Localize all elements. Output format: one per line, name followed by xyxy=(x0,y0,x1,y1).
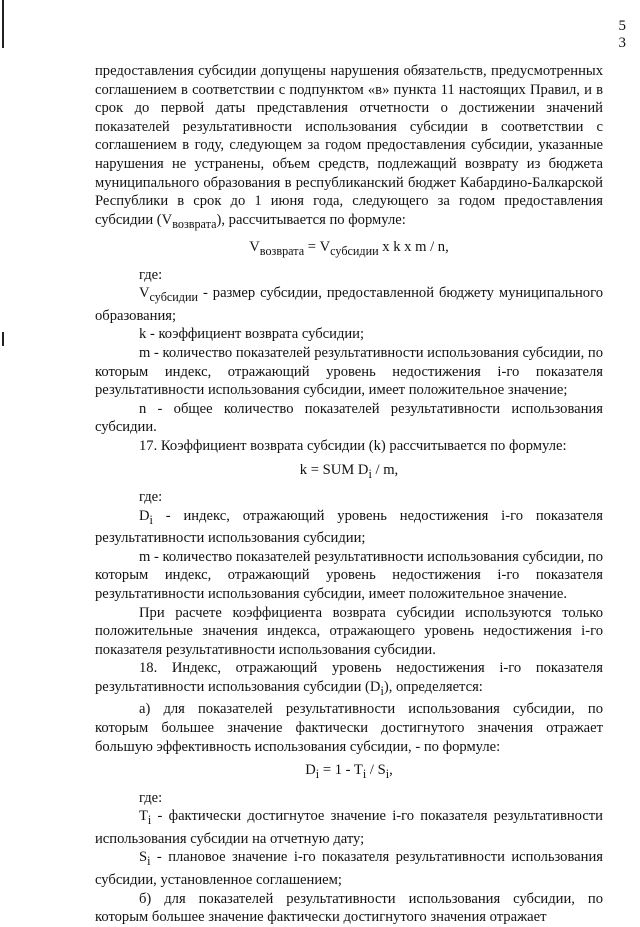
page-number-value: 5 xyxy=(618,18,626,34)
formula: $D_i = 1 - T_i / S_i$, xyxy=(305,762,393,782)
scan-edge-mark xyxy=(2,332,4,346)
page-number xyxy=(619,18,627,52)
paragraph: где: xyxy=(139,266,163,283)
paragraph: б) для показателей результативности использования субсидии, по которым большее значение фактически достигнутого значения отражает xyxy=(95,890,603,926)
formula: k = SUM $D_i$ / m, xyxy=(299,461,399,481)
paragraph: а) для показателей результативности использования субсидии, по которым большее значение фактически достигнутого значения отражает большую эффективность использования субсидии, - по формуле: xyxy=(95,701,603,755)
paragraph: k - коэффициент возврата субсидии; xyxy=(139,326,365,343)
paragraph: При расчете коэффициента возврата субсидии используются только положительные значения индекса, отражающего уровень недостижения i-го показателя результативности использования субсидии. xyxy=(95,604,603,658)
paragraph: m - количество показателей результативности использования субсидии, по которым индекс, отражающий уровень недостижения i-го показателя результативности использования субсидии, имеет положительное значение; xyxy=(95,345,604,399)
paragraph: где: xyxy=(139,489,163,506)
formula: $V_{возврата} = V_{субсидии}$ x k x m / n, xyxy=(249,239,449,259)
paragraph: m - количество показателей результативности использования субсидии, по которым индекс, отражающий уровень недостижения i-го показателя результативности использования субсидии, имеет положительное значение. xyxy=(95,548,604,602)
paragraph: где: xyxy=(139,789,163,806)
paragraph: 17. Коэффициент возврата субсидии (k) рассчитывается по формуле: xyxy=(139,438,567,454)
paragraph: $T_i$ - фактически достигнутое значение i-го показателя результативности использования субсидии на отчетную дату; xyxy=(95,808,603,847)
paragraph: $S_i$ - плановое значение i-го показателя результативности использования субсидии, установленное соглашением; xyxy=(95,849,603,888)
paragraph: $V_{субсидии}$ - размер субсидии, предоставленной бюджету муниципального образования; xyxy=(95,285,603,324)
paragraph: $D_i$ - индекс, отражающий уровень недостижения i-го показателя результативности использования субсидии; xyxy=(95,507,603,547)
scan-edge-mark xyxy=(2,0,4,48)
paragraph: предоставления субсидии допущены нарушения обязательств, предусмотренных соглашением в соответствии с подпунктом «в» пункта 11 настоящих Правил, и в срок до первой даты представления отчетности о достижении значений показателей результативности использования субсидии в соответствии с соглашением в году, следующем за годом предоставления субсидии, указанные нарушения не устранены, объем средств, подлежащий возврату из бюджета муниципального образования в республиканский бюджет Кабардино-Балкарской Республики в срок до 1 июня года, следующего за годом предоставления субсидии $(V_{возврата})$, рассчитывается по формуле: xyxy=(95,63,603,231)
paragraph: 18. Индекс, отражающий уровень недостижения i-го показателя результативности использования субсидии $(D_i)$, определяется: xyxy=(95,660,603,698)
document-body xyxy=(95,62,603,927)
paragraph: n - общее количество показателей результативности использования субсидии. xyxy=(95,400,603,436)
page-number-extra: 3 xyxy=(618,35,626,51)
